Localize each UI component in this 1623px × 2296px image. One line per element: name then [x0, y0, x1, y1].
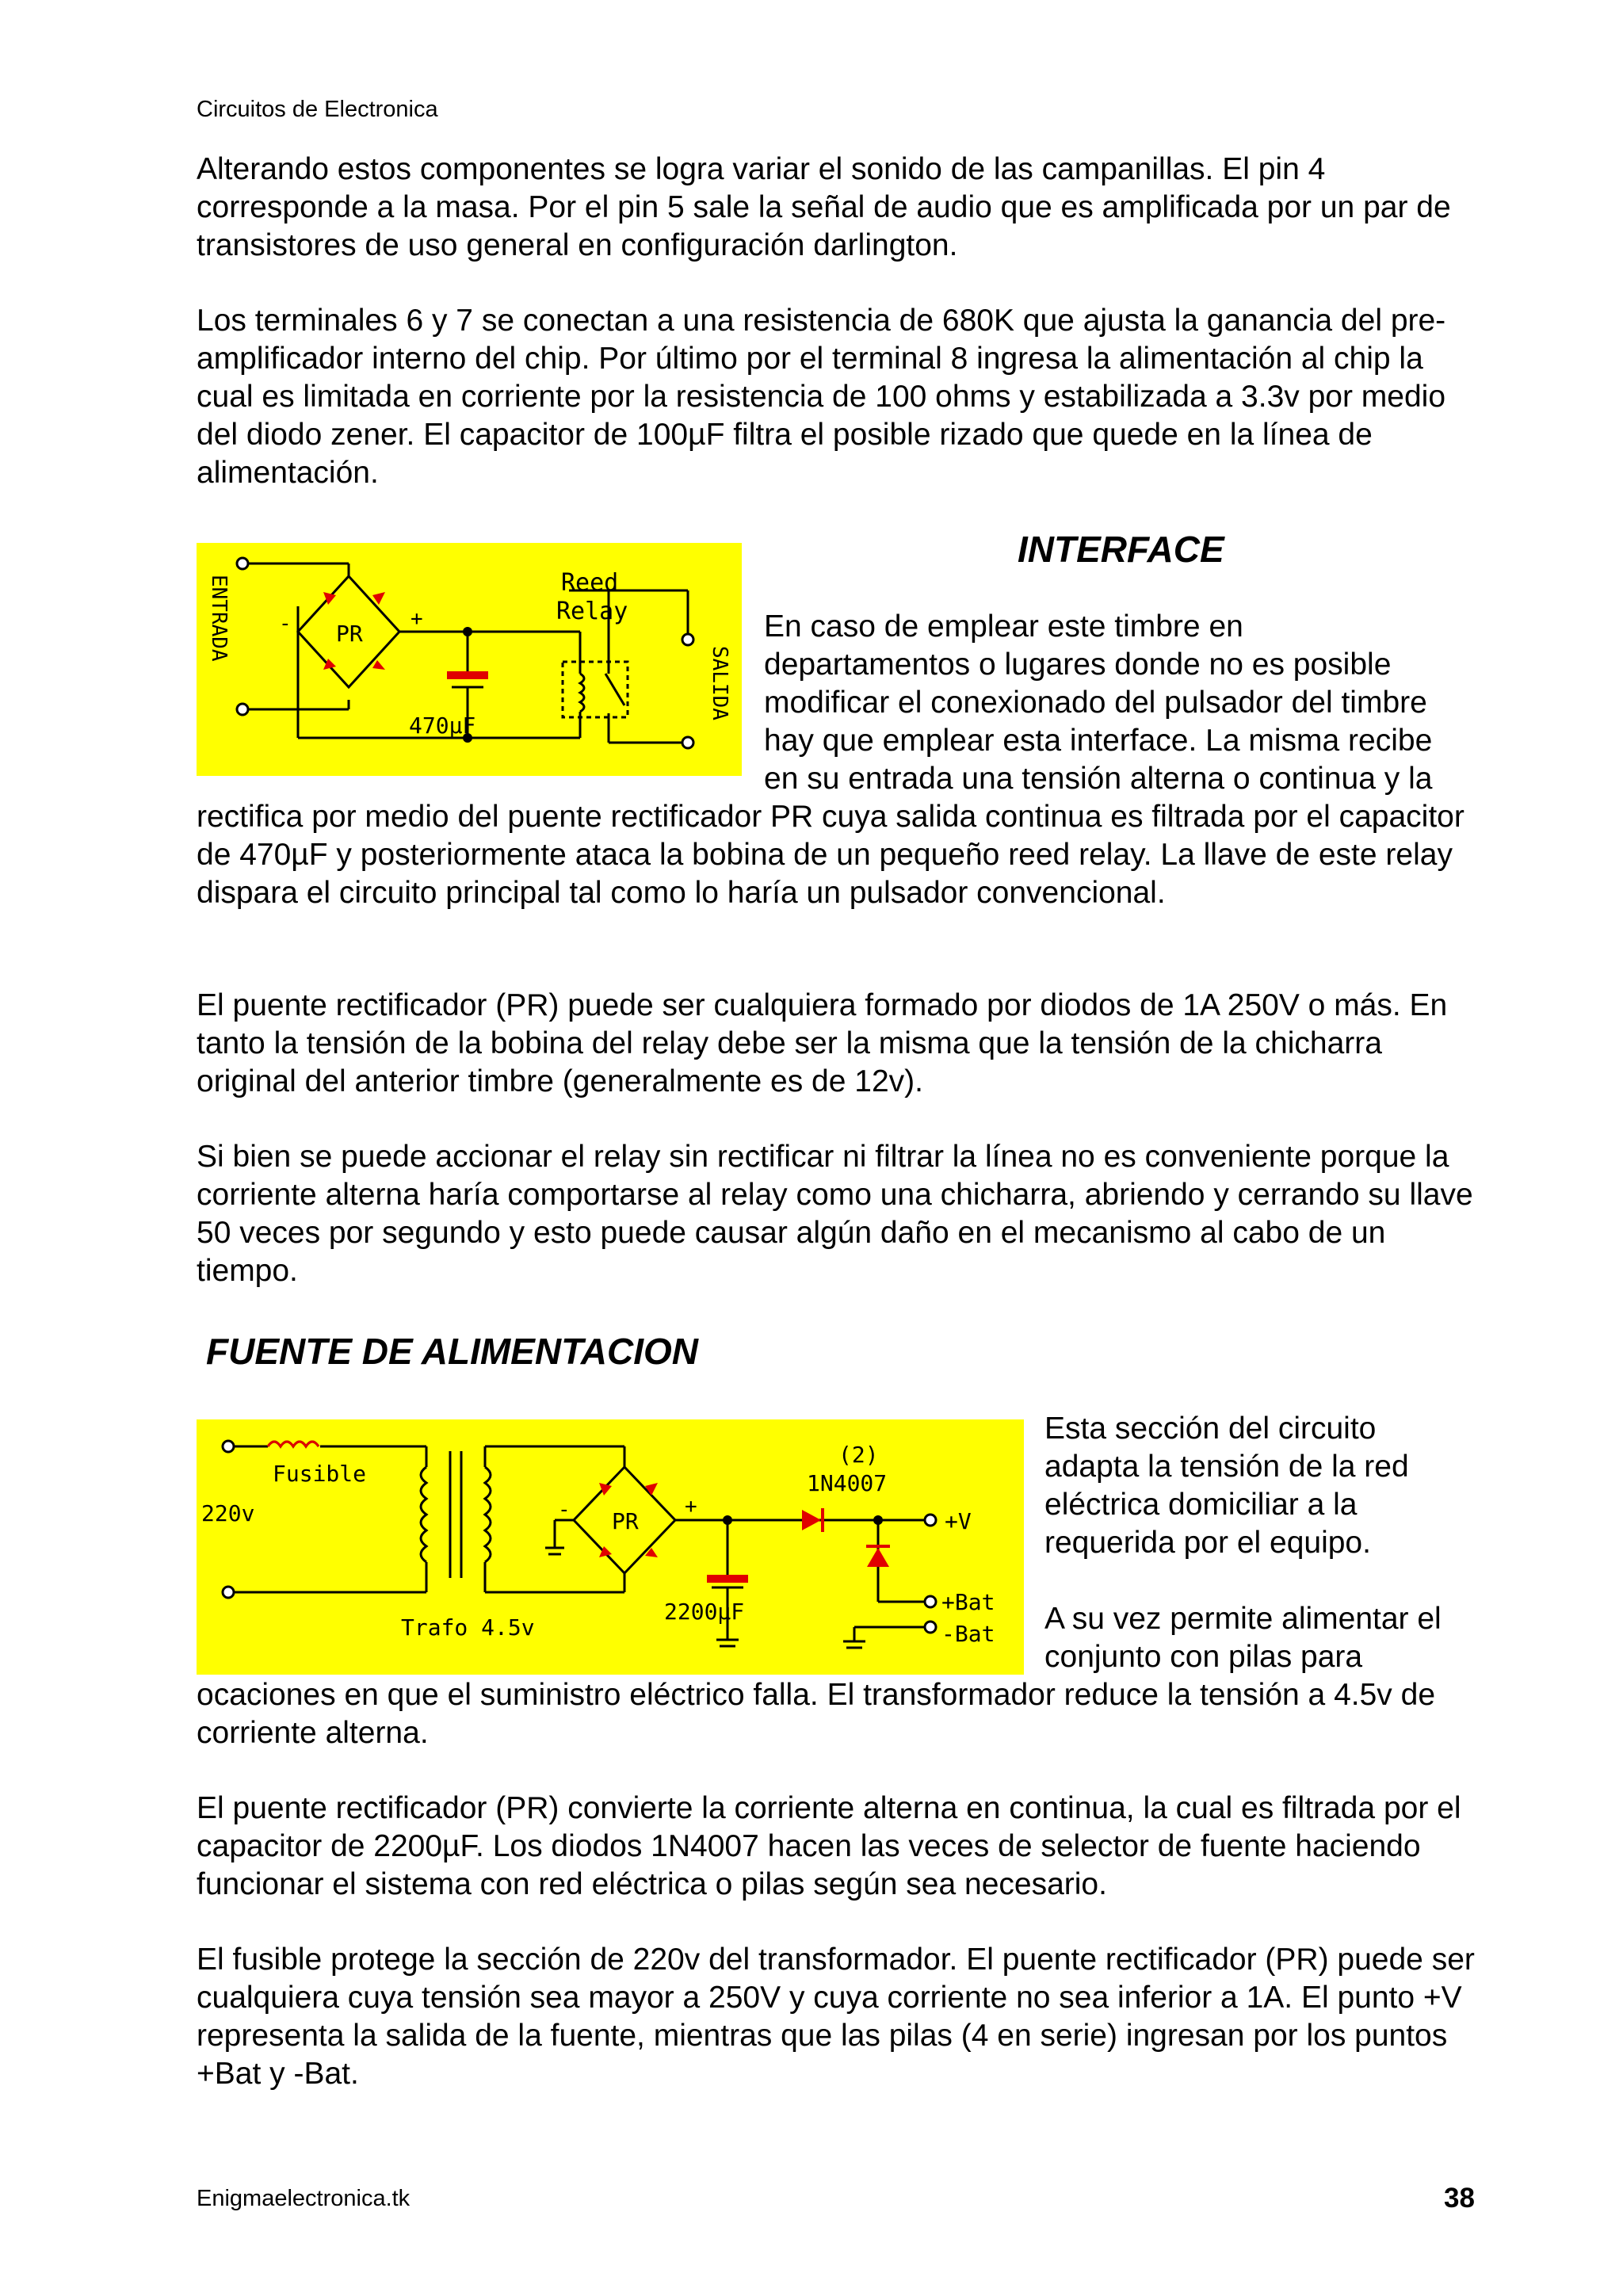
text-line: hay que emplear esta interface. La misma recibe [764, 724, 1433, 758]
text-line: En caso de emplear este timbre en [764, 609, 1243, 644]
label-vplus: +V [945, 1508, 972, 1534]
label-minus: - [279, 612, 292, 636]
fuente-side-text-2 [1044, 1600, 1496, 1676]
label-plus: + [685, 1495, 697, 1519]
text-line: Esta sección del circuito [1044, 1412, 1377, 1446]
paragraph-interface-3: Si bien se puede accionar el relay sin rectificar ni filtrar la línea no es conveniente porque la corriente alterna haría comportarse al relay como una chicharra, abriendo y cerrando su llave 50 veces por segundo y esto puede causar algún daño en el mecanismo al cabo de un tiempo. [197, 1140, 1473, 1288]
label-bridge-pr: PR [612, 1508, 639, 1534]
paragraph-interface-cont: rectifica por medio del puente rectificador PR cuya salida continua es filtrada por el capacitor de 470µF y posteriormente ataca la bobina de un pequeño reed relay. La llave de este relay dispara el circuito principal tal como lo haría un pulsador convencional. [197, 800, 1465, 910]
paragraph-interface-2: El puente rectificador (PR) puede ser cualquiera formado por diodos de 1A 250V o más. En tanto la tensión de la bobina del relay debe ser la misma que la tensión de la chicharra original del anterior timbre (generalmente es de 12v). [197, 988, 1448, 1098]
text-line: departamentos o lugares donde no es posible [764, 648, 1392, 682]
text-line: eléctrica domiciliar a la [1044, 1488, 1358, 1522]
text-line: modificar el conexionado del pulsador del timbre [764, 686, 1427, 720]
label-plus: + [411, 607, 423, 631]
text-line: conjunto con pilas para [1044, 1640, 1363, 1674]
paragraph-intro-2: Los terminales 6 y 7 se conectan a una resistencia de 680K que ajusta la ganancia del pre-amplificador interno del chip. Por último por el terminal 8 ingresa la alimentación al chip la cual es limitada en corriente por la resistencia de 100 ohms y estabilizada a 3.3v por medio del diodo zener. El capacitor de 100µF filtra el posible rizado que quede en la línea de alimentación. [197, 304, 1446, 490]
label-fusible: Fusible [273, 1461, 367, 1487]
text-line: A su vez permite alimentar el [1044, 1602, 1442, 1636]
label-minus: - [558, 1498, 571, 1522]
label-reed: Reed [561, 569, 619, 597]
interface-side-text [764, 608, 1493, 798]
paragraph-fuente-3: El fusible protege la sección de 220v del transformador. El puente rectificador (PR) puede ser cualquiera cuya tensión sea mayor a 250V y cuya corriente no sea inferior a 1A. El punto +V representa la salida de la fuente, mientras que las pilas (4 en serie) ingresan por los puntos +Bat y -Bat. [197, 1943, 1475, 2091]
interface-schematic [197, 543, 742, 776]
label-1n4007: 1N4007 [807, 1470, 888, 1496]
label-trafo: Trafo 4.5v [401, 1614, 535, 1641]
label-bridge-pr: PR [336, 621, 363, 647]
heading-interface: INTERFACE [1018, 529, 1224, 570]
paragraph-fuente-cont: ocaciones en que el suministro eléctrico falla. El transformador reduce la tensión a 4.5v de corriente alterna. [197, 1678, 1436, 1750]
label-entrada: ENTRADA [207, 575, 231, 662]
paragraph-fuente-2: El puente rectificador (PR) convierte la corriente alterna en continua, la cual es filtrada por el capacitor de 2200µF. Los diodos 1N4007 hacen las veces de selector de fuente haciendo funcionar el sistema con red eléctrica o pilas según sea necesario. [197, 1791, 1461, 1901]
label-relay: Relay [556, 598, 628, 625]
power-supply-schematic [197, 1419, 1024, 1675]
text-line: adapta la tensión de la red [1044, 1450, 1409, 1484]
text-line: requerida por el equipo. [1044, 1526, 1371, 1560]
label-salida: SALIDA [708, 646, 731, 720]
heading-fuente: FUENTE DE ALIMENTACION [206, 1331, 698, 1372]
label-cap-470: 470µF [409, 712, 476, 739]
paragraph-intro-1: Alterando estos componentes se logra variar el sonido de las campanillas. El pin 4 corresponde a la masa. Por el pin 5 sale la señal de audio que es amplificada por un par de transistores de uso general en configuración darlington. [197, 152, 1451, 262]
page-number: 38 [1444, 2183, 1475, 2214]
label-220v: 220v [201, 1500, 255, 1526]
label-bat-plus: +Bat [941, 1589, 995, 1615]
label-diode-count: (2) [838, 1442, 879, 1468]
text-line: en su entrada una tensión alterna o continua y la [764, 762, 1433, 796]
fuente-side-text [1044, 1410, 1496, 1562]
page-header: Circuitos de Electronica [197, 97, 438, 122]
footer-site: Enigmaelectronica.tk [197, 2186, 411, 2211]
label-bat-minus: -Bat [941, 1621, 995, 1647]
label-cap-2200: 2200µF [664, 1599, 745, 1625]
